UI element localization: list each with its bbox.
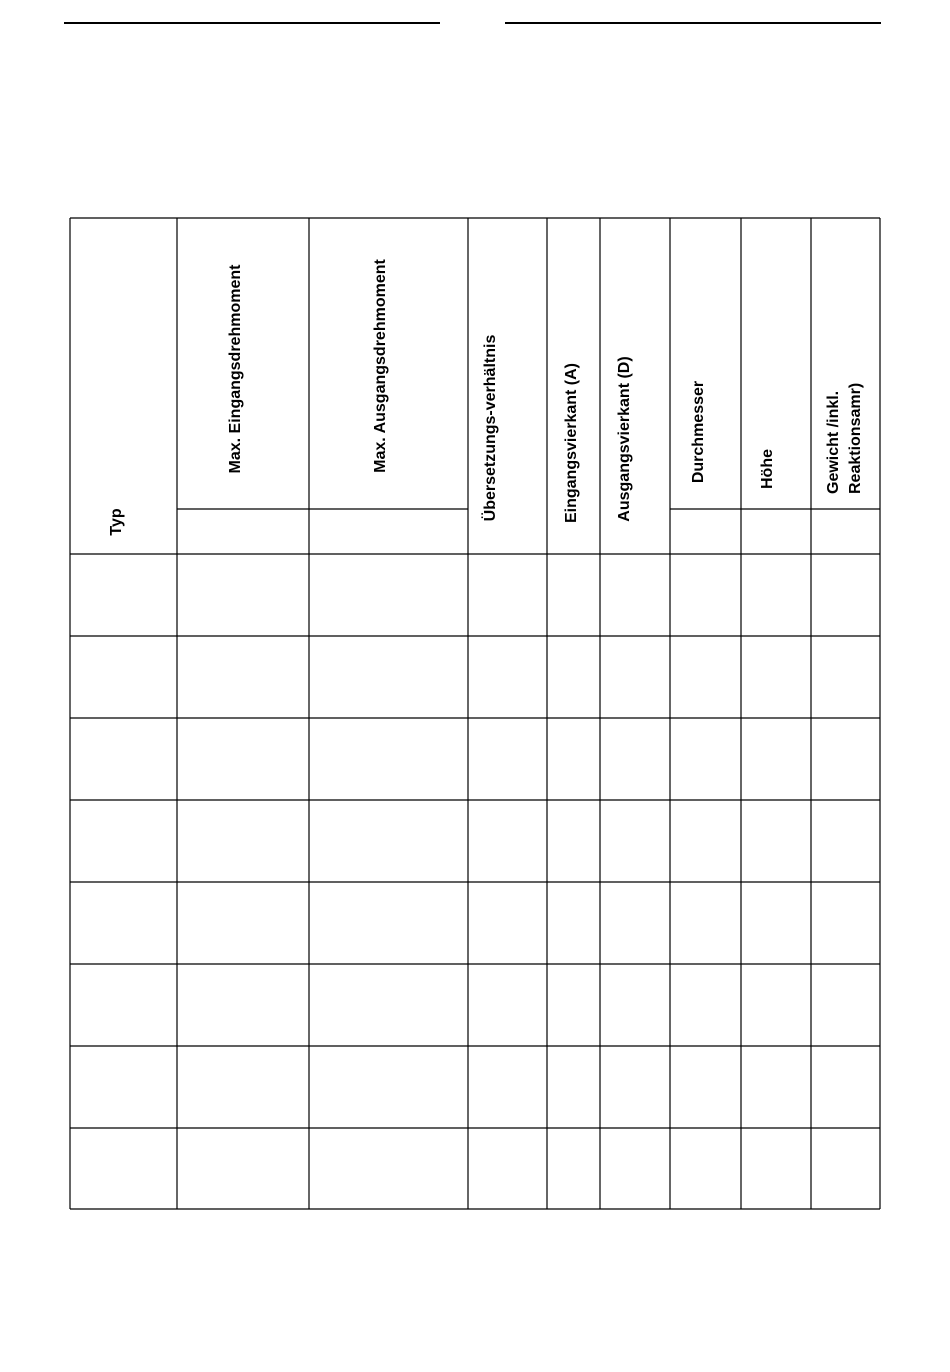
header-max-output-torque: Max. Ausgangsdrehmoment [372,259,389,473]
header-max-input-torque: Max. Eingangsdrehmoment [227,264,244,474]
header-height: Höhe [759,449,776,489]
header-ratio: Übersetzungs-verhältnis [482,334,499,522]
header-output-square: Ausgangsvierkant (D) [616,356,633,522]
header-weight-line2: Reaktionsamr) [847,382,864,494]
header-input-square: Eingangsvierkant (A) [563,362,580,524]
header-weight-line1: Gewicht /inkl. [825,390,842,494]
header-typ: Typ [108,508,125,536]
header-diameter: Durchmesser [690,380,707,484]
header-weight [823,314,867,494]
